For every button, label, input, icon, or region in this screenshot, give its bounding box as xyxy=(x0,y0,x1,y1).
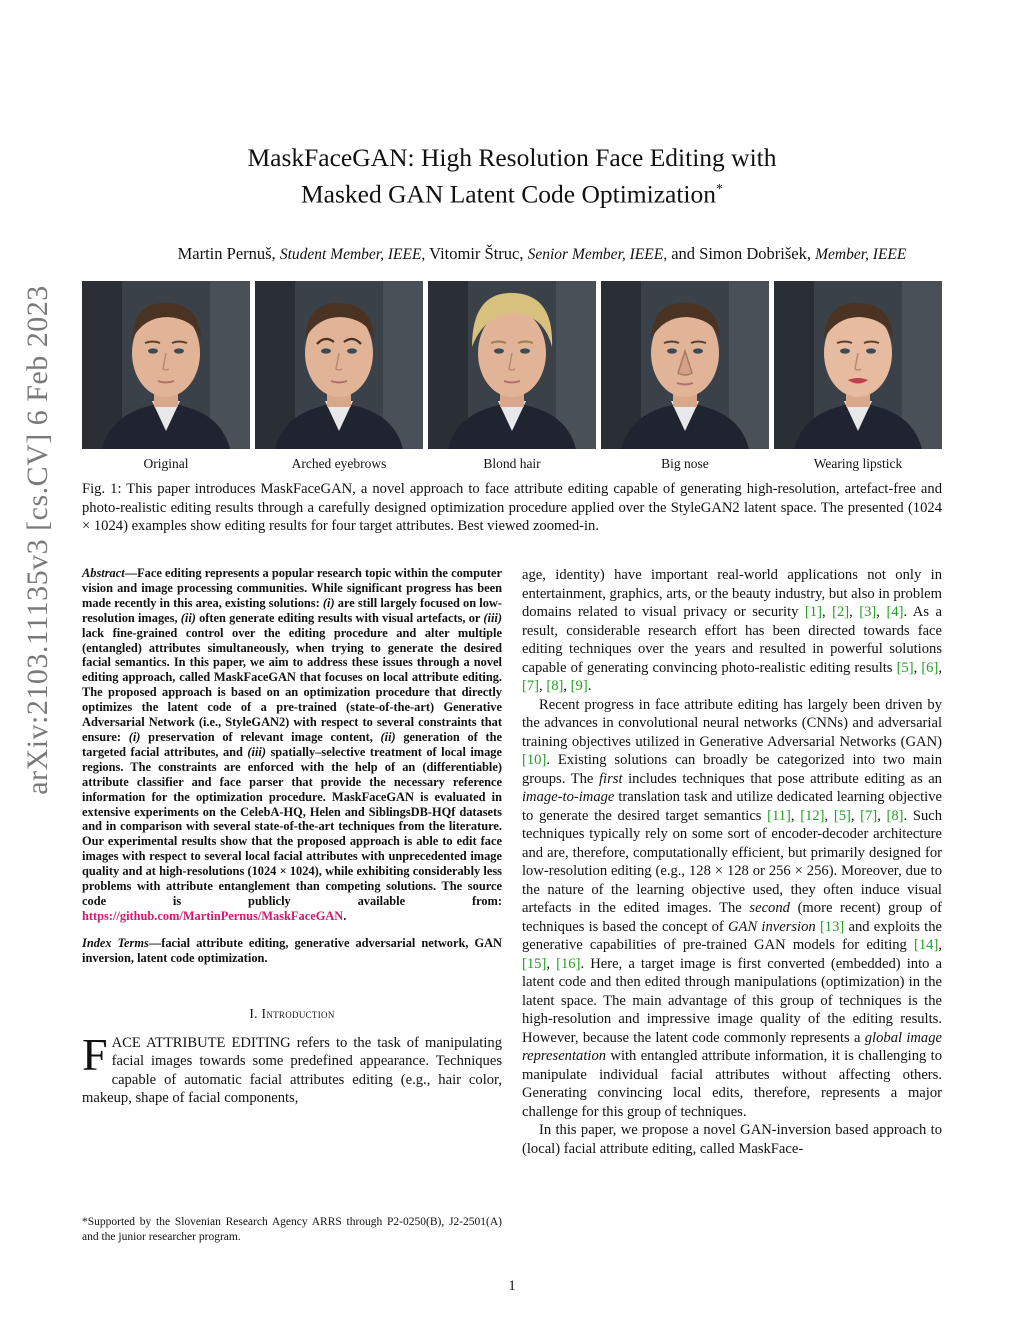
citation[interactable]: [16] xyxy=(556,955,581,972)
citation[interactable]: [12] xyxy=(800,807,825,824)
intro-paragraph: FACE ATTRIBUTE EDITING refers to the task of manipulating facial images towards some predefined appearance. Techniques capable of automatic facial attributes editing (e.g., hair color, makeup, shape of facial components, xyxy=(82,1028,502,1107)
source-code-link[interactable]: https://github.com/MartinPernus/MaskFaceGAN xyxy=(82,908,344,923)
title-footnote-mark: * xyxy=(716,182,723,197)
citation[interactable]: [8] xyxy=(886,807,904,824)
citation[interactable]: [11] xyxy=(767,807,791,824)
figure-label-arched-eyebrows: Arched eyebrows xyxy=(291,456,387,471)
author-name: Simon Dobrišek, xyxy=(699,244,811,263)
citation[interactable]: [15] xyxy=(522,955,547,972)
index-terms: Index Terms—facial attribute editing, generative adversarial network, GAN inversion, latent code optimization. xyxy=(82,935,502,965)
figure-label-blond-hair: Blond hair xyxy=(483,456,541,471)
left-column xyxy=(82,566,502,1108)
author-name: Martin Pernuš, xyxy=(177,244,276,263)
author-role: Member, IEEE xyxy=(815,246,907,263)
citation[interactable]: [14] xyxy=(914,937,939,953)
page-number: 1 xyxy=(508,1278,516,1294)
citation[interactable]: [10] xyxy=(522,752,547,768)
face-portrait xyxy=(428,281,596,449)
abstract-label: Abstract xyxy=(82,566,125,580)
body-paragraph: Recent progress in face attribute editing has largely been driven by the advances in convolutional neural networks (CNNs) and adversarial training objectives utilized in Generative Adversarial Networks (GAN) [10]. Existing solutions can broadly be categorized into two main groups. The first includes techniques that pose attribute editing as an image-to-image translation task and utilize dedicated learning objective to generate the desired target semantics [11], [12], [5], [7], [8]. Such techniques typically rely on some sort of encoder-decoder architecture and are, therefore, computationally efficient, but primarily designed for low-resolution editing (e.g., 128 × 128 or 256 × 256). Moreover, due to the nature of the learning objective used, they often induce visual artefacts in the edited images. The second (more recent) group of techniques is based the concept of GAN inversion [13] and exploits the generative capabilities of pre-trained GAN models for editing [14], [15], [16]. Here, a target image is first converted (embedded) into a latent code and then edited through manipulations (optimization) in the latent space. The main advantage of this group of techniques is the high-resolution and impressive image quality of the editing results. However, because the latent code commonly represents a global image representation with entangled attribute information, it is challenging to manipulate individual facial attributes without affecting others. Generating convincing local edits, therefore, represents a major challenge for this group of techniques. xyxy=(522,696,943,1120)
author-role: Student Member, IEEE, xyxy=(279,246,426,263)
citation[interactable]: [3] xyxy=(859,604,877,620)
figure-label-original: Original xyxy=(143,456,189,471)
citation[interactable]: [13] xyxy=(819,918,845,935)
citation[interactable]: [2] xyxy=(832,604,850,620)
author-list xyxy=(60,244,1024,264)
figure-label-wearing-lipstick: Wearing lipstick xyxy=(813,456,903,471)
citation[interactable]: [6] xyxy=(921,659,939,676)
face-portrait xyxy=(601,281,769,449)
citation[interactable]: [7] xyxy=(522,678,540,694)
face-image-original xyxy=(82,281,250,449)
face-portrait xyxy=(774,281,942,449)
author-conjunction: and xyxy=(671,244,696,263)
face-image-wearing-lipstick xyxy=(774,281,942,449)
title-line-1: MaskFaceGAN: High Resolution Face Editing with xyxy=(247,143,777,172)
arxiv-stamp: arXiv:2103.11135v3 [cs.CV] 6 Feb 2023 xyxy=(21,285,54,795)
citation[interactable]: [1] xyxy=(804,604,822,620)
figure-label-big-nose: Big nose xyxy=(661,456,709,471)
footnote: *Supported by the Slovenian Research Agency ARRS through P2-0250(B), J2-2501(A) and the junior researcher program. xyxy=(82,1216,502,1243)
abstract: Abstract—Face editing represents a popular research topic within the computer vision and image processing communities. While significant progress has been made recently in this area, existing solutions: (i) are still largely focused on low-resolution images, (ii) often generate editing results with visual artefacts, or (iii) lack fine-grained control over the editing procedure and alter multiple (entangled) attributes simultaneously, when trying to generate the desired facial semantics. In this paper, we aim to address these issues through a novel editing approach, called MaskFaceGAN that focuses on local attribute editing. The proposed approach is based on an optimization procedure that directly optimizes the latent code of a pre-trained (state-of-the-art) Generative Adversarial Network (i.e., StyleGAN2) with respect to several constraints that ensure: (i) preservation of relevant image content, (ii) generation of the targeted facial attributes, and (iii) spatially–selective treatment of local image regions. The constraints are enforced with the help of an (differentiable) attribute classifier and face parser that provide the necessary reference information for the optimization procedure. MaskFaceGAN is evaluated in extensive experiments on the CelebA-HQ, Helen and SiblingsDB-HQf datasets and in comparison with several state-of-the-art techniques from the literature. Our experimental results show that the proposed approach is able to edit face images with respect to several local facial attributes with unprecedented image quality and at high-resolutions (1024 × 1024), while exhibiting considerably less problems with attribute entanglement than competing solutions. The source code is publicly available from: https://github.com/MartinPernus/MaskFaceGAN. xyxy=(82,566,503,923)
body-paragraph: In this paper, we propose a novel GAN-inversion based approach to (local) facial attribute editing, called MaskFace- xyxy=(522,1122,942,1157)
citation[interactable]: [5] xyxy=(896,659,914,676)
title-line-2: Masked GAN Latent Code Optimization* xyxy=(301,179,723,209)
citation[interactable]: [9] xyxy=(570,678,588,694)
face-portrait xyxy=(255,281,423,449)
face-image-arched-eyebrows xyxy=(255,281,423,449)
index-terms-label: Index Terms xyxy=(82,935,149,950)
right-column xyxy=(522,566,942,1158)
body-paragraph: age, identity) have important real-world applications not only in entertainment, graphics, arts, or the beauty industry, but also in problem domains related to visual privacy or security [1], [2], [3], [4]. As a result, considerable research effort has been directed towards face editing techniques over the years and resulted in powerful solutions capable of generating convincing photo-realistic editing results [5], [6], [7], [8], [9]. xyxy=(522,567,942,694)
citation[interactable]: [8] xyxy=(546,678,564,694)
face-portrait xyxy=(82,281,250,449)
paper-title xyxy=(0,142,1024,211)
author-name: Vitomir Štruc, xyxy=(429,244,524,263)
citation[interactable]: [4] xyxy=(886,604,904,620)
figure-caption: Fig. 1: This paper introduces MaskFaceGAN, a novel approach to face attribute editing capable of generating high-resolution, artefact-free and photo-realistic editing results through a carefully designed optimization procedure applied over the StyleGAN2 latent space. The presented (1024 × 1024) examples show editing results for four target attributes. Best viewed zoomed-in. xyxy=(82,481,942,534)
citation[interactable]: [7] xyxy=(860,807,878,824)
section-heading: I. Introduction xyxy=(249,1005,335,1021)
face-image-big-nose xyxy=(601,281,769,449)
author-role: Senior Member, IEEE, xyxy=(527,246,668,263)
face-image-blond-hair xyxy=(428,281,596,449)
citation[interactable]: [5] xyxy=(833,807,851,824)
drop-cap: F xyxy=(82,1028,108,1080)
